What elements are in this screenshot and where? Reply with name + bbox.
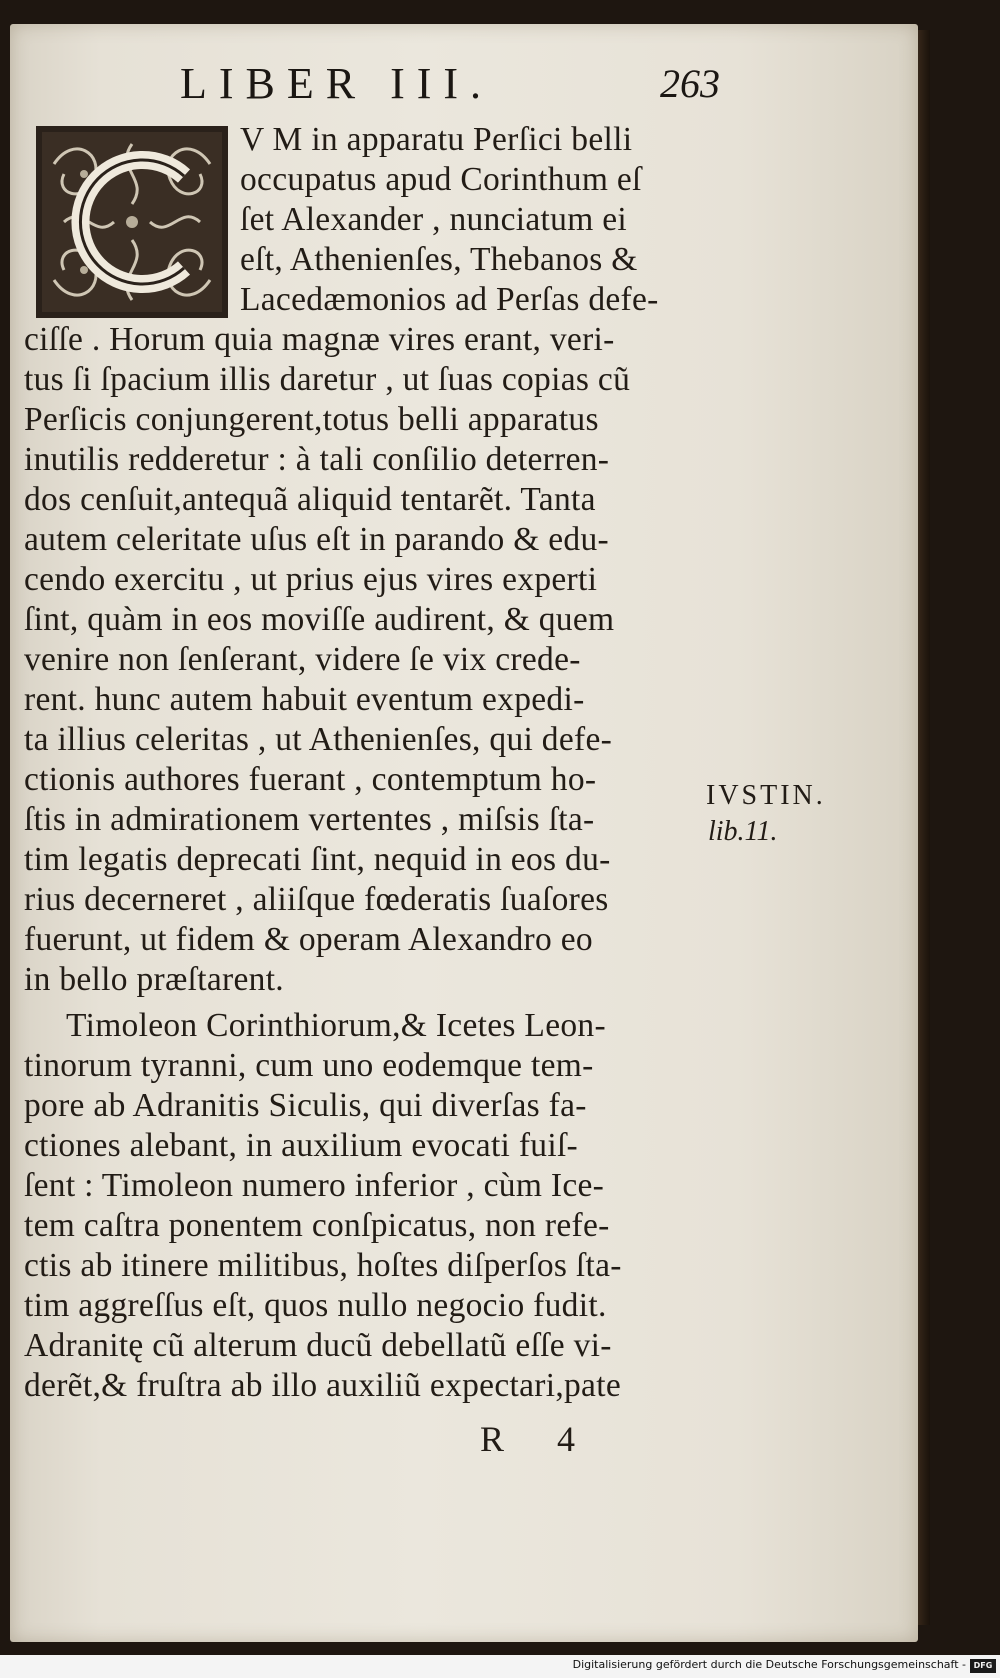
text-line: rent. hunc autem habuit eventum expedi- bbox=[24, 681, 585, 718]
text-line: ſtis in admirationem vertentes , miſsis ſta- bbox=[24, 801, 595, 838]
text-line: Lacedæmonios ad Perſas defe- bbox=[240, 281, 659, 318]
main-text bbox=[24, 120, 714, 1406]
text-line: inutilis redderetur : à tali conſilio deterren- bbox=[24, 441, 610, 478]
funding-credit: Digitalisierung gefördert durch die Deutsche Forschungsgemeinschaft - bbox=[572, 1658, 966, 1671]
text-line: tim legatis deprecati ſint, nequid in eos du- bbox=[24, 841, 611, 878]
text-line: tus ſi ſpacium illis daretur , ut ſuas copias cũ bbox=[24, 361, 631, 398]
book-edge bbox=[916, 30, 930, 1625]
signature-mark: R 4 bbox=[480, 1419, 598, 1459]
text-line: dos cenſuit,antequã aliquid tentarẽt. Tanta bbox=[24, 481, 596, 518]
running-head: LIBER III. bbox=[180, 59, 494, 108]
text-line: derẽt,& fruſtra ab illo auxiliũ expectari,pate bbox=[24, 1367, 622, 1404]
page-header bbox=[180, 58, 720, 108]
text-line: rius decerneret , aliiſque fœderatis ſuaſores bbox=[24, 881, 609, 918]
text-line: autem celeritate uſus eſt in parando & edu- bbox=[24, 521, 609, 558]
text-line: ſent : Timoleon numero inferior , cùm Ice- bbox=[24, 1167, 605, 1204]
text-line: fuerunt, ut fidem & operam Alexandro eo bbox=[24, 921, 593, 958]
text-line: occupatus apud Corinthum eſ bbox=[240, 161, 642, 198]
text-line: Adranitę cũ alterum ducũ debellatũ eſſe vi- bbox=[24, 1327, 612, 1364]
text-line: eſt, Athenienſes, Thebanos & bbox=[240, 241, 638, 278]
text-line: V M in apparatu Perſici belli bbox=[240, 121, 633, 158]
text-line: tim aggreſſus eſt, quos nullo negocio fudit. bbox=[24, 1287, 607, 1324]
footer-bar bbox=[0, 1655, 1000, 1678]
text-line: Perſicis conjungerent,totus belli apparatus bbox=[24, 401, 599, 438]
margin-note-reference: lib.11. bbox=[708, 816, 778, 847]
text-line: Timoleon Corinthiorum,& Icetes Leon- bbox=[66, 1007, 606, 1044]
page-number: 263 bbox=[660, 61, 720, 106]
text-line: ſet Alexander , nunciatum ei bbox=[240, 201, 628, 238]
text-line: ta illius celeritas , ut Athenienſes, qui defe- bbox=[24, 721, 613, 758]
text-line: ſint, quàm in eos moviſſe audirent, & quem bbox=[24, 601, 615, 638]
text-line: venire non ſenſerant, videre ſe vix crede- bbox=[24, 641, 581, 678]
text-line: pore ab Adranitis Siculis, qui diverſas fa- bbox=[24, 1087, 587, 1124]
text-line: tinorum tyranni, cum uno eodemque tem- bbox=[24, 1047, 594, 1084]
text-line: ctionis authores fuerant , contemptum ho- bbox=[24, 761, 597, 798]
text-line: cendo exercitu , ut prius ejus vires experti bbox=[24, 561, 598, 598]
text-line: ciſſe . Horum quia magnæ vires erant, veri- bbox=[24, 321, 615, 358]
dfg-logo-icon: DFG bbox=[970, 1659, 996, 1673]
text-line: in bello præſtarent. bbox=[24, 961, 284, 998]
margin-note-title: IVSTIN. bbox=[706, 780, 826, 811]
text-line: ctis ab itinere militibus, hoſtes diſperſos ſta- bbox=[24, 1247, 622, 1284]
text-line: ctiones alebant, in auxilium evocati fuiſ- bbox=[24, 1127, 579, 1164]
text-line: tem caſtra ponentem conſpicatus, non refe- bbox=[24, 1207, 610, 1244]
margin-note bbox=[706, 780, 866, 848]
